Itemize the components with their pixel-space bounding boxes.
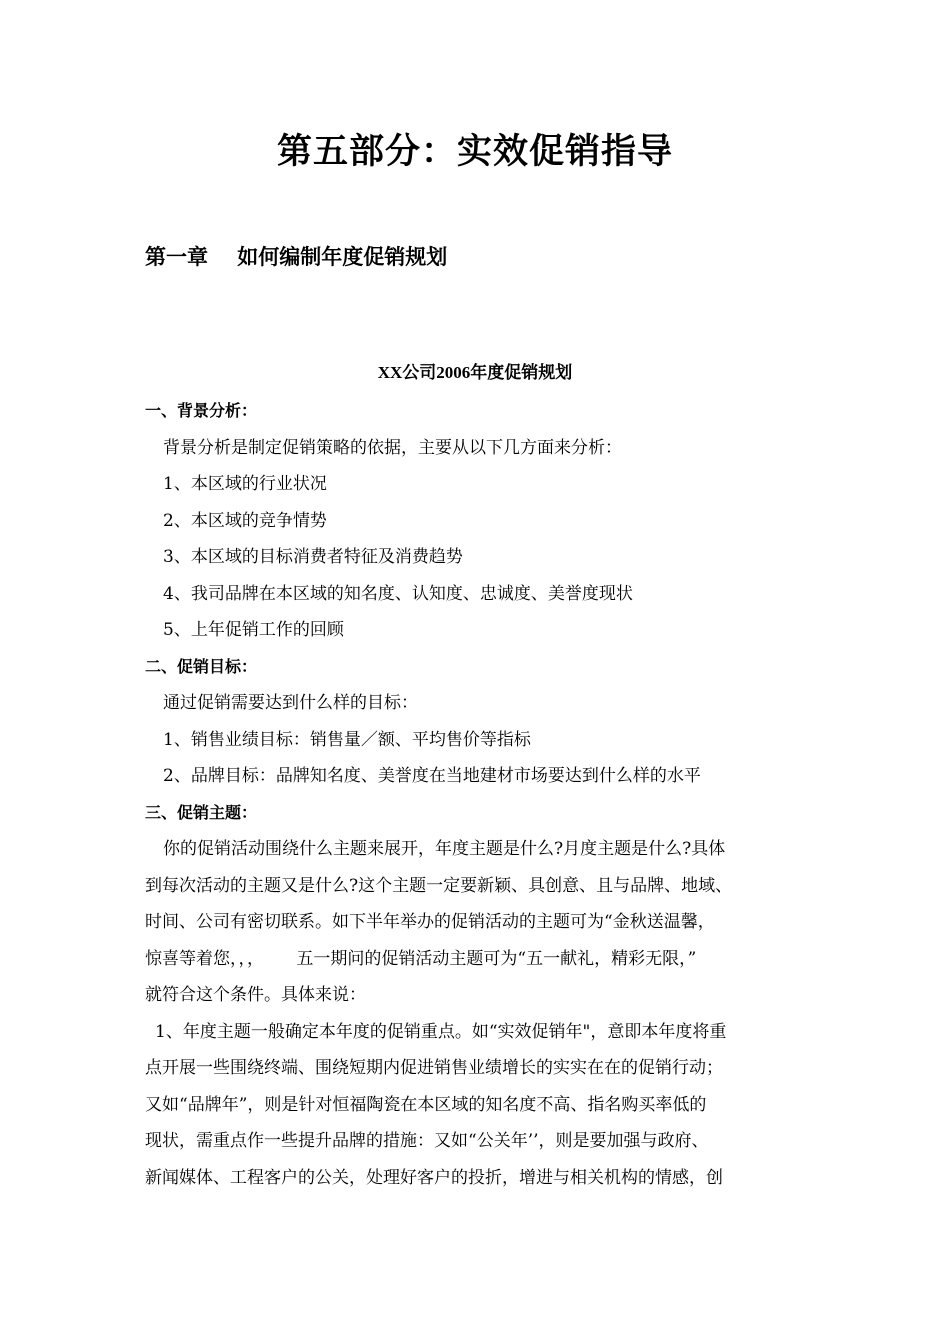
section-intro-goals: 通过促销需要达到什么样的目标： bbox=[163, 693, 418, 713]
paragraph-line: 就符合这个条件。具体来说： bbox=[145, 985, 366, 1005]
list-item: 4、我司品牌在本区域的知名度、认知度、忠诚度、美誉度现状 bbox=[163, 583, 633, 604]
paragraph-line: 到每次活动的主题又是什么?这个主题一定要新颖、具创意、且与品牌、地域、 bbox=[145, 875, 733, 896]
paragraph-line: 又如“品牌年”，则是针对恒福陶瓷在本区域的知名度不高、指名购买率低的 bbox=[145, 1094, 707, 1115]
paragraph-line: 惊喜等着您，，， 五一期问的促销活动主题可为“五一献礼，精彩无限，” bbox=[145, 948, 697, 969]
list-item: 3、本区域的目标消费者特征及消费趋势 bbox=[163, 547, 463, 567]
paragraph-line: 新闻媒体、工程客户的公关，处理好客户的投折，增进与相关机构的情感，创 bbox=[145, 1167, 723, 1188]
section-heading-background: 一、背景分析： bbox=[145, 401, 258, 420]
list-item: 2、本区域的竞争情势 bbox=[163, 510, 327, 531]
paragraph-line: 现状，需重点作一些提升品牌的措施：又如“公关年’’，则是要加强与政府、 bbox=[145, 1131, 709, 1151]
paragraph-line: 你的促销活动围绕什么主题来展开，年度主题是什么?月度主题是什么?具体 bbox=[163, 839, 726, 859]
section-heading-goals: 二、促销目标： bbox=[145, 656, 258, 676]
document-body bbox=[145, 393, 825, 1196]
list-item: 1、本区域的行业状况 bbox=[163, 474, 327, 494]
paragraph-line: 1、年度主题一般确定本年度的促销重点。如“实效促销年"，意即本年度将重 bbox=[155, 1021, 727, 1042]
chapter-title: 第一章 如何编制年度促销规划 bbox=[145, 245, 448, 269]
list-item: 2、品牌目标：品牌知名度、美誉度在当地建材市场要达到什么样的水平 bbox=[163, 766, 701, 786]
section-heading-theme: 三、促销主题： bbox=[145, 802, 258, 822]
section-intro-background: 背景分析是制定促销策略的依据，主要从以下几方面来分析： bbox=[163, 437, 622, 458]
list-item: 5、上年促销工作的回顾 bbox=[163, 620, 344, 640]
paragraph-line: 点开展一些围绕终端、围绕短期内促进销售业绩增长的实实在在的促销行动； bbox=[145, 1058, 723, 1078]
main-title: 第五部分：实效促销指导 bbox=[276, 132, 673, 172]
document-title: XX公司2006年度促销规划 bbox=[377, 363, 573, 382]
list-item: 1、销售业绩目标：销售量／额、平均售价等指标 bbox=[163, 729, 531, 750]
paragraph-line: 时间、公司有密切联系。如下半年举办的促销活动的主题可为“金秋送温馨， bbox=[145, 912, 715, 932]
